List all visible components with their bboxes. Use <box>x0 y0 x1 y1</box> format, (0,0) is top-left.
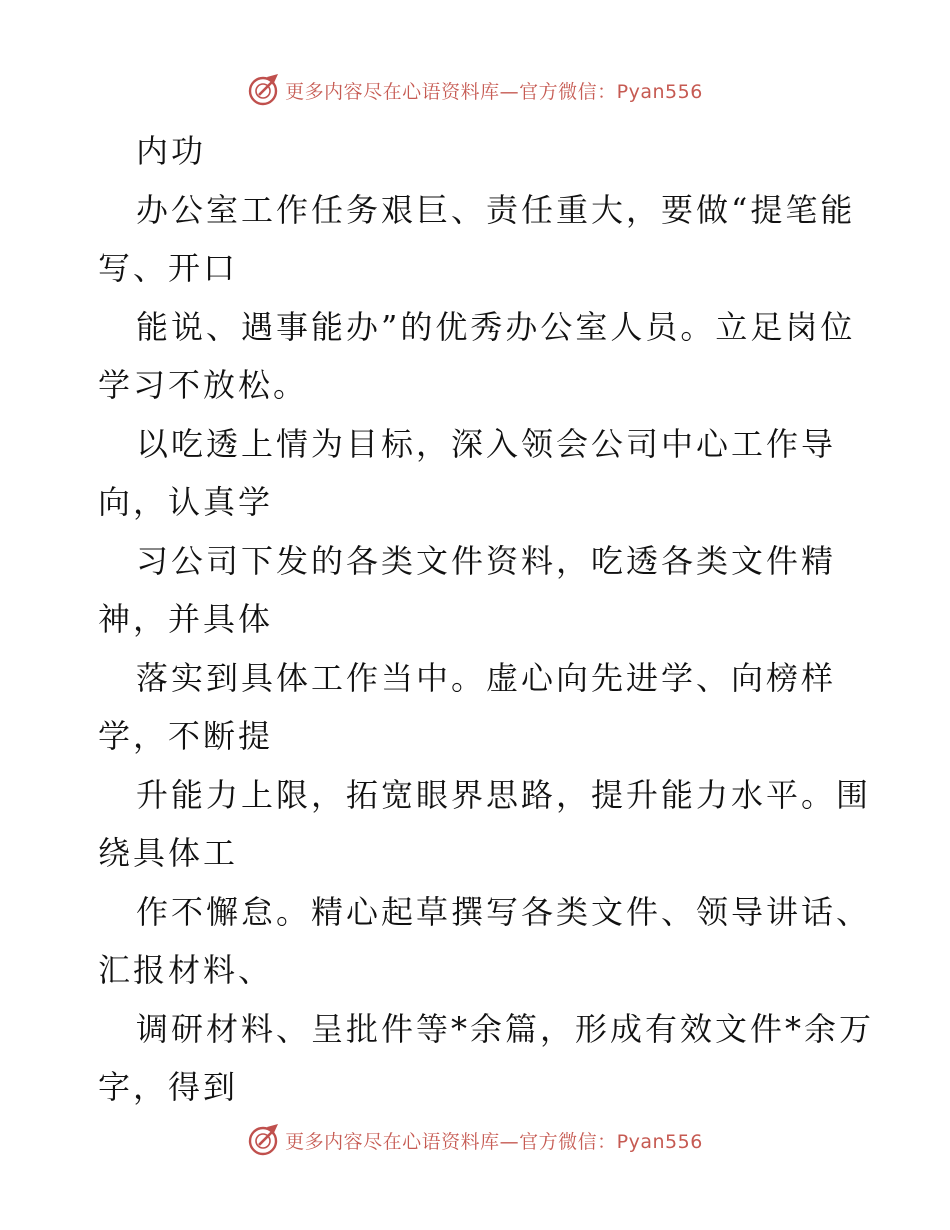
watermark-text: 更多内容尽在心语资料库—官方微信：Pyan556 <box>285 1130 703 1153</box>
text-line: 汇报材料、 <box>98 951 274 989</box>
text-line: 神，并具体 <box>98 600 274 638</box>
text-line: 字，得到 <box>98 1068 239 1106</box>
text-line: 办公室工作任务艰巨、责任重大，要做“提笔能 <box>136 190 856 229</box>
watermark-footer <box>0 1120 950 1160</box>
text-line: 习公司下发的各类文件资料，吃透各类文件精 <box>136 541 837 580</box>
text-line: 绕具体工 <box>98 834 239 872</box>
text-line: 向，认真学 <box>98 483 274 521</box>
pen-logo-icon <box>247 1123 281 1157</box>
text-line: 内功 <box>136 132 207 170</box>
pen-logo-icon <box>247 73 281 107</box>
text-line: 落实到具体工作当中。虚心向先进学、向榜样 <box>136 658 837 697</box>
text-line: 能说、遇事能办”的优秀办公室人员。立足岗位 <box>136 307 856 346</box>
watermark-text: 更多内容尽在心语资料库—官方微信：Pyan556 <box>285 80 703 103</box>
text-line: 调研材料、呈批件等*余篇，形成有效文件*余万 <box>136 1009 875 1048</box>
text-line: 写、开口 <box>98 249 239 287</box>
watermark-header <box>0 70 950 110</box>
text-line: 学，不断提 <box>98 717 274 755</box>
text-line: 以吃透上情为目标，深入领会公司中心工作导 <box>136 424 837 463</box>
document-body <box>98 122 875 1117</box>
text-line: 作不懈怠。精心起草撰写各类文件、领导讲话、 <box>136 892 872 931</box>
text-line: 学习不放松。 <box>98 366 309 404</box>
text-line: 升能力上限，拓宽眼界思路，提升能力水平。围 <box>136 775 872 814</box>
